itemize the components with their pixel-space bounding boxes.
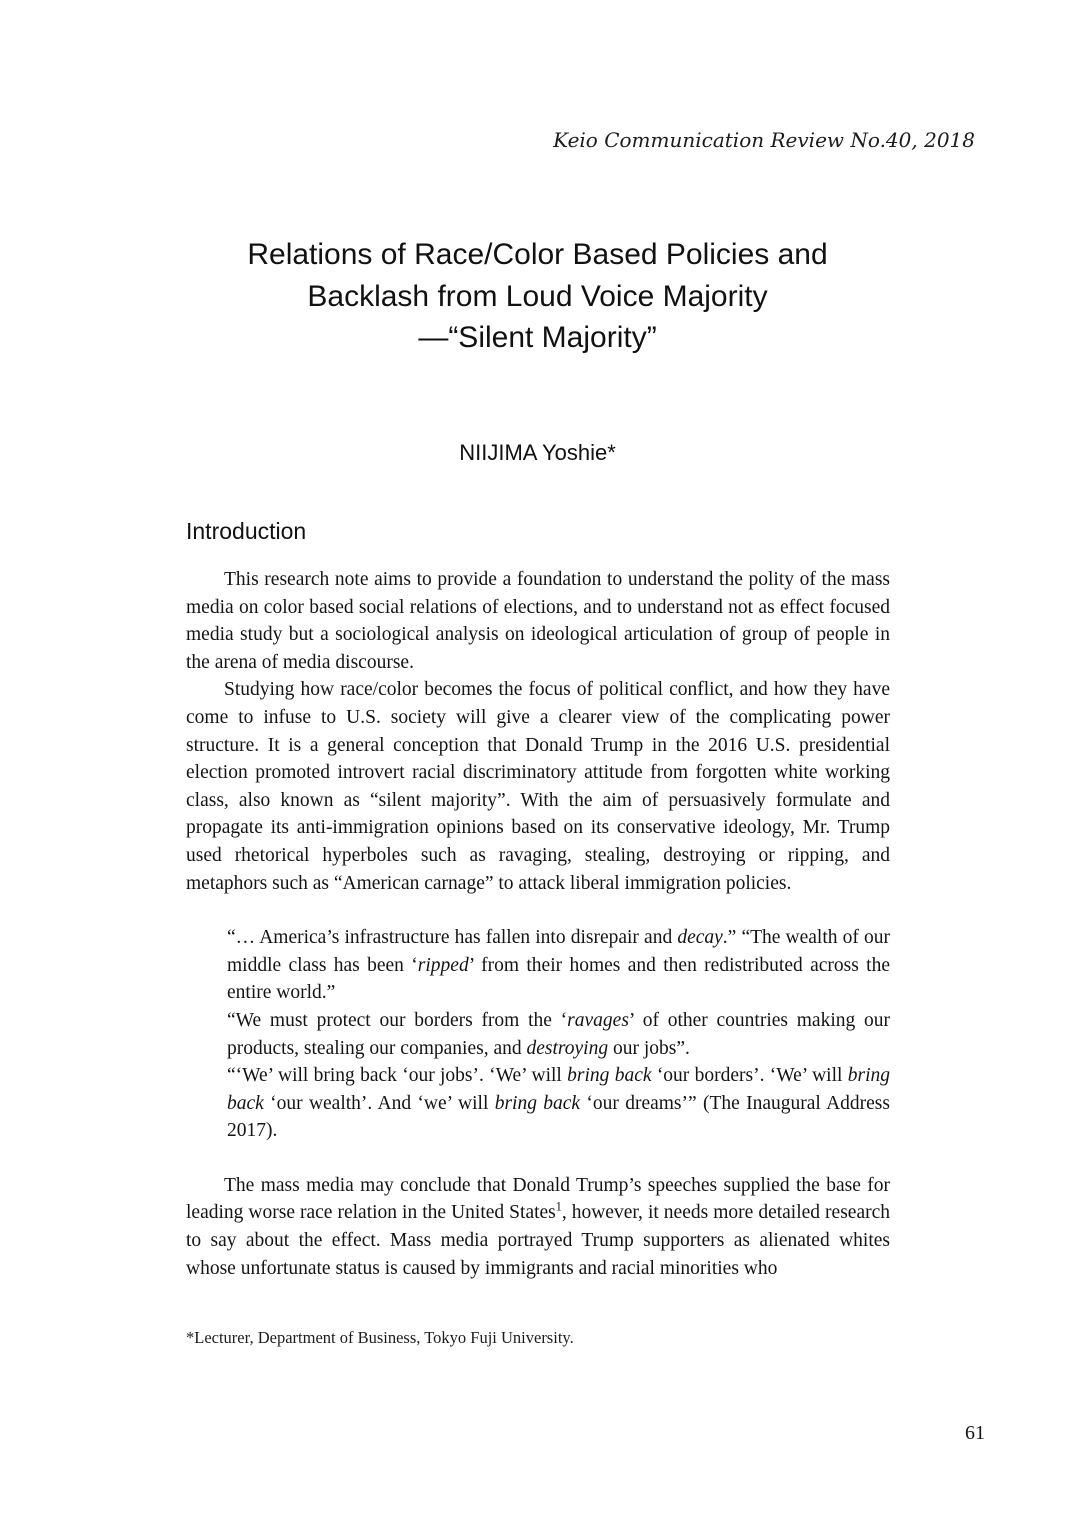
paragraph-1: This research note aims to provide a foundation to understand the polity of the mass media on color based social relations of elections, and to understand not as effect focused media study but a sociological analysis on ideological articulation of group of people in the arena of media discourse. xyxy=(186,569,890,673)
title-line-1: Relations of Race/Color Based Policies and xyxy=(247,238,828,271)
paragraph-3: The mass media may conclude that Donald Trump’s speeches supplied the base for leading worse race relation in the United States$^1$, however, it needs more detailed research to say about the effect. Mass media portrayed Trump supporters as alienated whites whose unfortunate status is caused by immigrants and racial minorities who xyxy=(186,1174,890,1279)
quote-paragraph-2: “We must protect our borders from the ‘ravages’ of other countries making our products, stealing our companies, and destroying our jobs”. xyxy=(227,1009,890,1059)
blockquote xyxy=(227,924,890,1145)
section-heading-introduction: Introduction xyxy=(186,518,307,544)
journal-header: Keio Communication Review No.40, 2018 xyxy=(553,128,975,152)
title-line-3: —“Silent Majority” xyxy=(418,321,657,354)
author-affiliation-footnote: *Lecturer, Department of Business, Tokyo Fuji University. xyxy=(186,1328,574,1347)
title-line-2: Backlash from Loud Voice Majority xyxy=(307,279,768,313)
article-title xyxy=(0,234,1075,359)
article-body xyxy=(186,518,890,1282)
page-number: 61 xyxy=(965,1422,985,1444)
paragraph-2: Studying how race/color becomes the focus of political conflict, and how they have come to infuse to U.S. society will give a clearer view of the complicating power structure. It is a general conception that Donald Trump in the 2016 U.S. presidential election promoted introvert racial discriminatory attitude from forgotten white working class, also known as “silent majority”. With the aim of persuasively formulate and propagate its anti-immigration opinions based on its conservative ideology, Mr. Trump used rhetorical hyperboles such as ravaging, stealing, destroying or ripping, and metaphors such as “American carnage” to attack liberal immigration policies. xyxy=(186,679,890,894)
author-name: NIIJIMA Yoshie* xyxy=(459,440,616,465)
quote-paragraph-1: “… America’s infrastructure has fallen into disrepair and decay.” “The wealth of our middle class has been ‘ripped’ from their homes and then redistributed across the entire world.” xyxy=(227,927,891,1004)
quote-paragraph-3: “‘We’ will bring back ‘our jobs’. ‘We’ will bring back ‘our borders’. ‘We’ will bring back ‘our wealth’. And ‘we’ will bring back ‘our dreams’” (The Inaugural Address 2017). xyxy=(227,1065,890,1142)
